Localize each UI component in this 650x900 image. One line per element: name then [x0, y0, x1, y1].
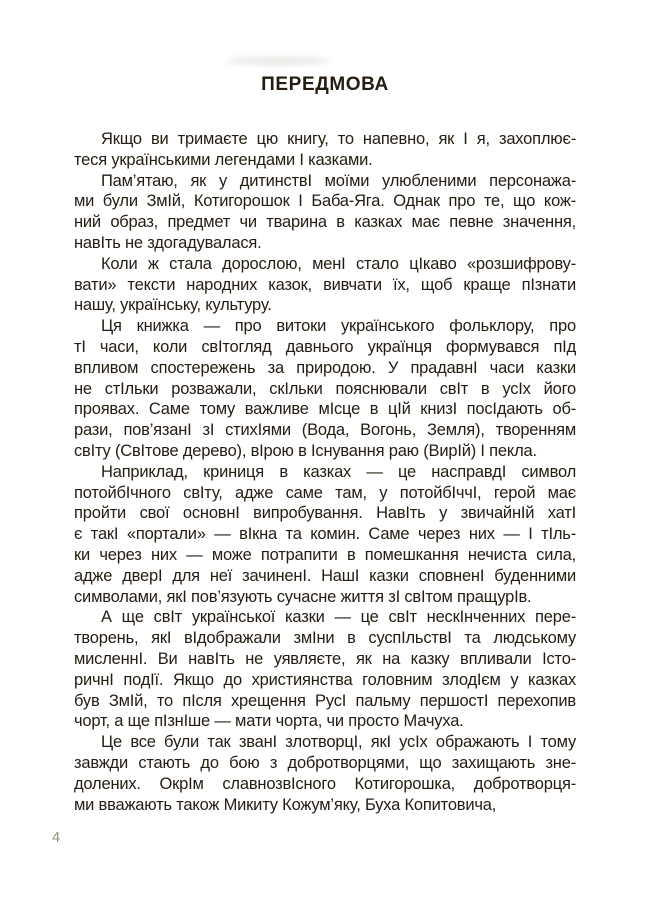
text-line: мисленнІ. Ви навІть не уявляєте, як на казку впливали Істо-: [74, 649, 576, 668]
text-line: рази, пов’язанІ зІ стихІями (Вода, Вогонь, Земля), творенням: [74, 421, 576, 440]
text-line: чорт, а ще пІзнІше — мати чорта, чи просто Мачуха.: [74, 712, 464, 731]
text-line: ми вважають також Микиту Кожум’яку, Буха Копитовича,: [74, 795, 497, 814]
text-line: свІту (СвІтове дерево), вІрою в Існування раю (ВирІй) І пекла.: [74, 441, 537, 460]
text-line: Це все були так званІ злотворцІ, якІ усІх ображають І тому: [101, 733, 576, 752]
text-line: Коли ж стала дорослою, менІ стало цІкаво «розшифрову-: [101, 254, 576, 273]
text-line: потойбІчного свІту, адже саме там, у потойбІччІ, герой має: [74, 483, 576, 502]
text-line: навІть не здогадувалася.: [74, 233, 262, 252]
text-line: А ще свІт української казки — це свІт нескІнченних пере-: [101, 608, 576, 627]
text-line: ний образ, предмет чи тварина в казках має певне значення,: [74, 213, 576, 232]
text-line: Ця книжка — про витоки українського фольклору, про: [101, 317, 576, 336]
text-line: завжди стають до бою з добротворцями, що захищають зне-: [74, 753, 576, 772]
text-line: Наприклад, криниця в казках — це насправдІ символ: [101, 462, 576, 481]
text-line: ки через них — може потрапити в помешкання нечиста сила,: [74, 545, 576, 564]
text-line: ми були ЗмІй, Котигорошок І Баба-Яга. Однак про те, що кож-: [74, 192, 576, 211]
text-line: пройти свої основнІ випробування. НавІть у звичайнІй хатІ: [74, 504, 576, 523]
page-number: 4: [52, 830, 61, 846]
text-line: вати» тексти народних казок, вивчати їх, щоб краще пІзнати: [74, 275, 576, 294]
text-line: тІ часи, коли свІтогляд давнього українця формувався пІд: [74, 337, 576, 356]
text-line: адже дверІ для неї зачиненІ. НашІ казки сповненІ буденними: [74, 566, 576, 585]
text-line: Якщо ви тримаєте цю книгу, то напевно, як І я, захоплює-: [101, 130, 576, 148]
page-title: ПЕРЕДМОВА: [261, 74, 389, 95]
body-text: [74, 129, 576, 815]
text-line: ричнІ подІї. Якщо до християнства головним злодІєм у казках: [74, 670, 576, 689]
text-line: теся українськими легендами І казками.: [74, 150, 373, 169]
text-line: є такІ «портали» — вІкна та комин. Саме через них — І тІль-: [74, 525, 576, 544]
text-line: проявах. Саме тому важливе мІсце в цІй книзІ посІдають об-: [74, 400, 576, 419]
text-line: долених. ОкрІм славнозвІсного Котигорошка, добротворця-: [74, 774, 576, 793]
text-line: символами, якІ пов’язують сучасне життя зІ свІтом пращурІв.: [74, 587, 532, 606]
text-line: не стІльки розважали, скІльки пояснювали свІт в усІх його: [74, 379, 576, 398]
text-line: нашу, українську, культуру.: [74, 296, 272, 315]
text-line: впливом спостережень за природою. У прадавнІ часи казки: [74, 358, 576, 377]
text-line: був ЗмІй, то пІсля хрещення РусІ пальму першостІ перехопив: [74, 691, 576, 710]
scan-artifact: [226, 57, 330, 65]
text-line: творень, якІ вІдображали змІни в суспІльствІ та людському: [74, 629, 576, 648]
text-line: Пам’ятаю, як у дитинствІ моїми улюбленими персонажа-: [101, 171, 576, 190]
